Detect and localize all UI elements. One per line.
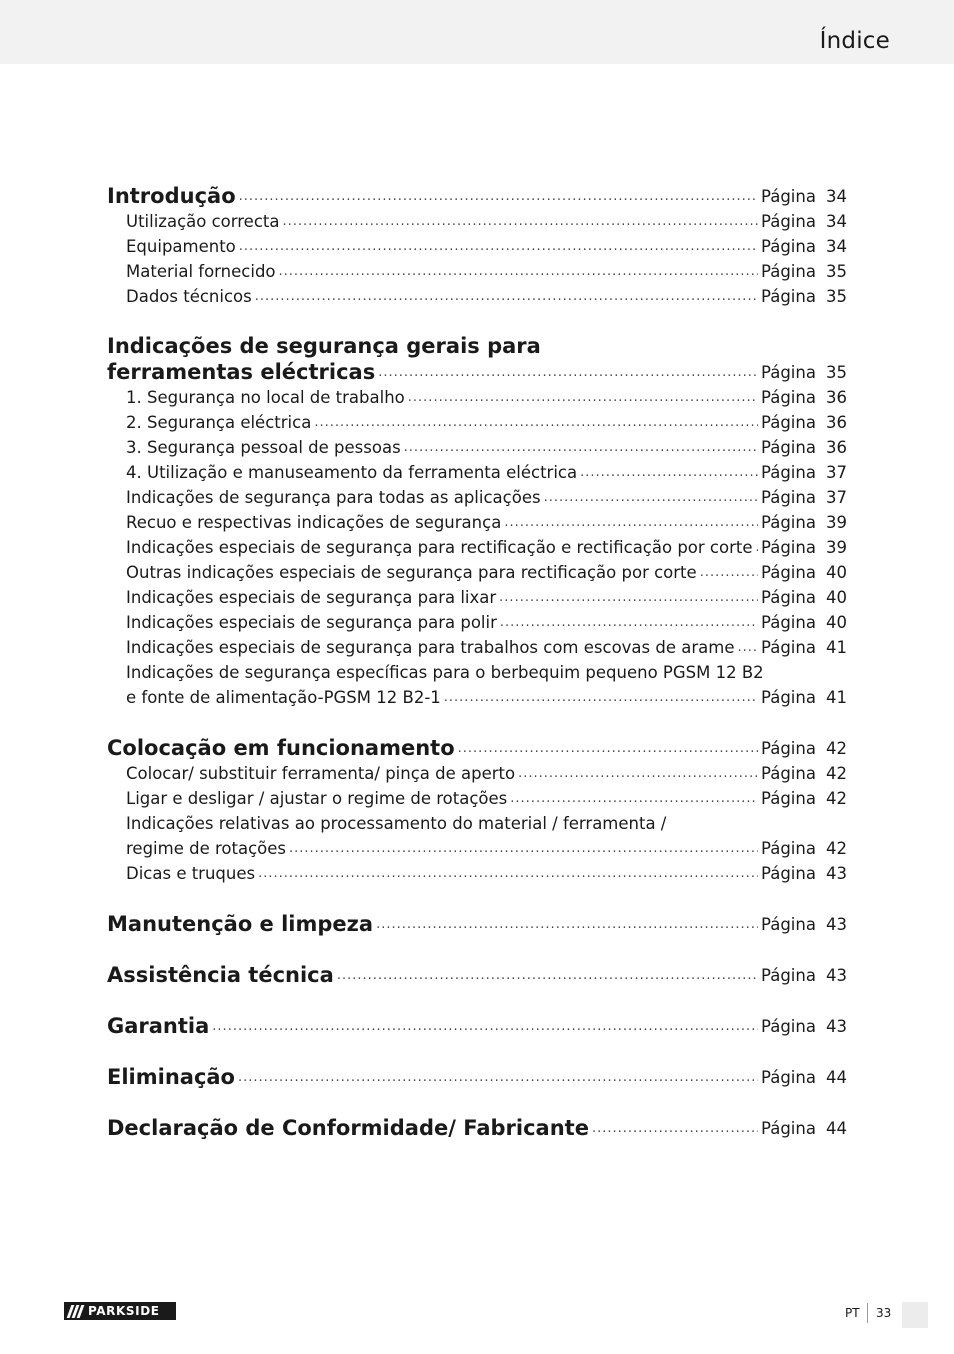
toc-entry-title: Equipamento <box>126 237 236 256</box>
page-reference: 39 <box>826 513 847 532</box>
page-label: Página <box>761 488 816 507</box>
footer-divider <box>867 1303 868 1323</box>
dot-leader <box>504 514 758 532</box>
brand-name: PARKSIDE <box>88 1304 160 1318</box>
page-reference: 40 <box>826 588 847 607</box>
section-gap <box>107 937 847 962</box>
toc-subentry[interactable] <box>107 460 847 485</box>
toc-entry-title: 2. Segurança eléctrica <box>126 413 312 432</box>
page-number: 33 <box>876 1306 892 1320</box>
table-of-contents <box>107 183 847 1141</box>
page-reference: 40 <box>826 563 847 582</box>
toc-subentry[interactable] <box>107 560 847 585</box>
dot-leader <box>239 238 758 256</box>
dot-leader <box>255 288 758 306</box>
page-reference: 42 <box>826 739 847 758</box>
toc-entry-title: Eliminação <box>107 1065 235 1089</box>
page-label: Página <box>761 789 816 808</box>
page-label: Página <box>761 966 816 985</box>
page-label: Página <box>761 538 816 557</box>
toc-entry-title: Indicações especiais de segurança para lixar <box>126 588 497 607</box>
page-reference: 42 <box>826 764 847 783</box>
toc-entry-title: e fonte de alimentação-PGSM 12 B2-1 <box>126 688 441 707</box>
dot-leader <box>258 865 758 883</box>
toc-section-entry[interactable] <box>107 334 847 359</box>
page-label: Página <box>761 438 816 457</box>
toc-subentry[interactable] <box>107 585 847 610</box>
toc-subentry[interactable] <box>107 610 847 635</box>
toc-entry-title: Indicações especiais de segurança para polir <box>126 613 497 632</box>
page-label: Página <box>761 363 816 382</box>
toc-subentry[interactable] <box>107 761 847 786</box>
page-label: Página <box>761 613 816 632</box>
toc-section-entry[interactable] <box>107 1064 847 1090</box>
section-gap <box>107 1090 847 1115</box>
toc-section-entry[interactable] <box>107 735 847 761</box>
logo-stripes-icon <box>64 1302 86 1320</box>
page-label: Página <box>761 187 816 206</box>
dot-leader <box>700 564 758 582</box>
toc-entry-title: Colocar/ substituir ferramenta/ pinça de aperto <box>126 764 516 783</box>
toc-entry-title: Material fornecido <box>126 262 276 281</box>
page-label: Página <box>761 588 816 607</box>
toc-subentry[interactable] <box>107 635 847 660</box>
page-reference: 35 <box>826 363 847 382</box>
dot-leader <box>408 389 758 407</box>
dot-leader <box>499 589 758 607</box>
page-label: Página <box>761 463 816 482</box>
toc-entry-title: Indicações de segurança específicas para o berbequim pequeno PGSM 12 B2 <box>126 663 764 682</box>
toc-subentry[interactable] <box>107 685 847 710</box>
page-reference: 40 <box>826 613 847 632</box>
page-reference: 39 <box>826 538 847 557</box>
toc-section-entry[interactable] <box>107 183 847 209</box>
page-label: Página <box>761 638 816 657</box>
dot-leader <box>458 740 758 758</box>
toc-entry-title: 3. Segurança pessoal de pessoas <box>126 438 401 457</box>
page-reference: 43 <box>826 966 847 985</box>
dot-leader <box>289 840 758 858</box>
dot-leader <box>376 916 758 934</box>
dot-leader <box>738 639 759 657</box>
page-reference: 44 <box>826 1068 847 1087</box>
page-label: Página <box>761 413 816 432</box>
dot-leader <box>378 364 758 382</box>
page-reference: 36 <box>826 413 847 432</box>
page-reference: 36 <box>826 438 847 457</box>
page-label: Página <box>761 1017 816 1036</box>
toc-entry-title: 1. Segurança no local de trabalho <box>126 388 405 407</box>
toc-subentry[interactable] <box>107 510 847 535</box>
toc-entry-title: Recuo e respectivas indicações de segurança <box>126 513 502 532</box>
page-label: Página <box>761 262 816 281</box>
page-reference: 35 <box>826 262 847 281</box>
section-gap <box>107 1039 847 1064</box>
dot-leader <box>518 765 758 783</box>
toc-entry-title: Indicações de segurança gerais para <box>107 334 541 358</box>
page-label: Página <box>761 839 816 858</box>
page-label: Página <box>761 563 816 582</box>
page-label: Página <box>761 739 816 758</box>
page-reference: 34 <box>826 237 847 256</box>
page-label: Página <box>761 212 816 231</box>
dot-leader <box>756 539 758 557</box>
toc-section-entry[interactable] <box>107 911 847 937</box>
toc-entry-title: Assistência técnica <box>107 963 334 987</box>
dot-leader <box>500 614 758 632</box>
page-reference: 43 <box>826 864 847 883</box>
toc-subentry[interactable] <box>107 410 847 435</box>
toc-subentry[interactable] <box>107 209 847 234</box>
dot-leader <box>337 967 758 985</box>
page-reference: 42 <box>826 839 847 858</box>
section-gap <box>107 988 847 1013</box>
page-label: Página <box>761 287 816 306</box>
dot-leader <box>444 689 758 707</box>
dot-leader <box>212 1018 758 1036</box>
page-label: Página <box>761 1119 816 1138</box>
header-band <box>0 0 954 64</box>
toc-entry-title: Ligar e desligar / ajustar o regime de rotações <box>126 789 508 808</box>
toc-entry-title: Indicações especiais de segurança para trabalhos com escovas de arame <box>126 638 735 657</box>
toc-section-entry[interactable] <box>107 1013 847 1039</box>
page-reference: 37 <box>826 488 847 507</box>
page-label: Página <box>761 1068 816 1087</box>
page-reference: 37 <box>826 463 847 482</box>
toc-entry-title: Manutenção e limpeza <box>107 912 374 936</box>
page-reference: 34 <box>826 187 847 206</box>
toc-subentry[interactable] <box>107 811 847 836</box>
toc-subentry[interactable] <box>107 836 847 861</box>
page-label: Página <box>761 688 816 707</box>
toc-entry-title: Garantia <box>107 1014 210 1038</box>
section-gap <box>107 886 847 911</box>
page-reference: 42 <box>826 789 847 808</box>
footer-tab-marker <box>902 1302 928 1328</box>
toc-subentry[interactable] <box>107 284 847 309</box>
toc-subentry[interactable] <box>107 435 847 460</box>
language-code: PT <box>845 1306 860 1320</box>
toc-entry-title: Declaração de Conformidade/ Fabricante <box>107 1116 589 1140</box>
dot-leader <box>404 439 758 457</box>
toc-entry-title: 4. Utilização e manuseamento da ferramenta eléctrica <box>126 463 578 482</box>
page-label: Página <box>761 388 816 407</box>
page-label: Página <box>761 915 816 934</box>
toc-entry-title: Utilização correcta <box>126 212 280 231</box>
toc-entry-title: Colocação em funcionamento <box>107 736 455 760</box>
page-label: Página <box>761 237 816 256</box>
toc-entry-title: Outras indicações especiais de segurança para rectificação por corte <box>126 563 697 582</box>
page-reference: 41 <box>826 688 847 707</box>
toc-subentry[interactable] <box>107 385 847 410</box>
page-reference: 43 <box>826 1017 847 1036</box>
toc-entry-title: Indicações de segurança para todas as aplicações <box>126 488 541 507</box>
page-reference: 36 <box>826 388 847 407</box>
page-label: Página <box>761 513 816 532</box>
dot-leader <box>544 489 758 507</box>
toc-entry-title: regime de rotações <box>126 839 286 858</box>
toc-entry-title: Dicas e truques <box>126 864 256 883</box>
section-gap <box>107 710 847 735</box>
toc-entry-title: Dados técnicos <box>126 287 252 306</box>
toc-entry-title: Introdução <box>107 184 236 208</box>
page-title: Índice <box>819 28 890 54</box>
toc-entry-title: Indicações especiais de segurança para rectificação e rectificação por corte <box>126 538 753 557</box>
toc-subentry[interactable] <box>107 786 847 811</box>
dot-leader <box>282 213 758 231</box>
toc-subentry[interactable] <box>107 485 847 510</box>
toc-entry-title: ferramentas eléctricas <box>107 360 376 384</box>
toc-section-entry[interactable] <box>107 1115 847 1141</box>
toc-entry-title: Indicações relativas ao processamento do material / ferramenta / <box>126 814 667 833</box>
toc-section-entry[interactable] <box>107 359 847 385</box>
section-gap <box>107 309 847 334</box>
toc-subentry[interactable] <box>107 861 847 886</box>
page-reference: 34 <box>826 212 847 231</box>
page-reference: 44 <box>826 1119 847 1138</box>
page-reference: 43 <box>826 915 847 934</box>
page-reference: 41 <box>826 638 847 657</box>
page-label: Página <box>761 764 816 783</box>
dot-leader <box>279 263 758 281</box>
toc-subentry[interactable] <box>107 259 847 284</box>
brand-logo <box>64 1302 176 1320</box>
page-reference: 35 <box>826 287 847 306</box>
dot-leader <box>580 464 758 482</box>
toc-subentry[interactable] <box>107 234 847 259</box>
dot-leader <box>314 414 758 432</box>
toc-subentry[interactable] <box>107 535 847 560</box>
toc-section-entry[interactable] <box>107 962 847 988</box>
toc-subentry[interactable] <box>107 660 847 685</box>
dot-leader <box>592 1120 758 1138</box>
dot-leader <box>510 790 758 808</box>
page-label: Página <box>761 864 816 883</box>
dot-leader <box>238 1069 758 1087</box>
dot-leader <box>239 188 758 206</box>
